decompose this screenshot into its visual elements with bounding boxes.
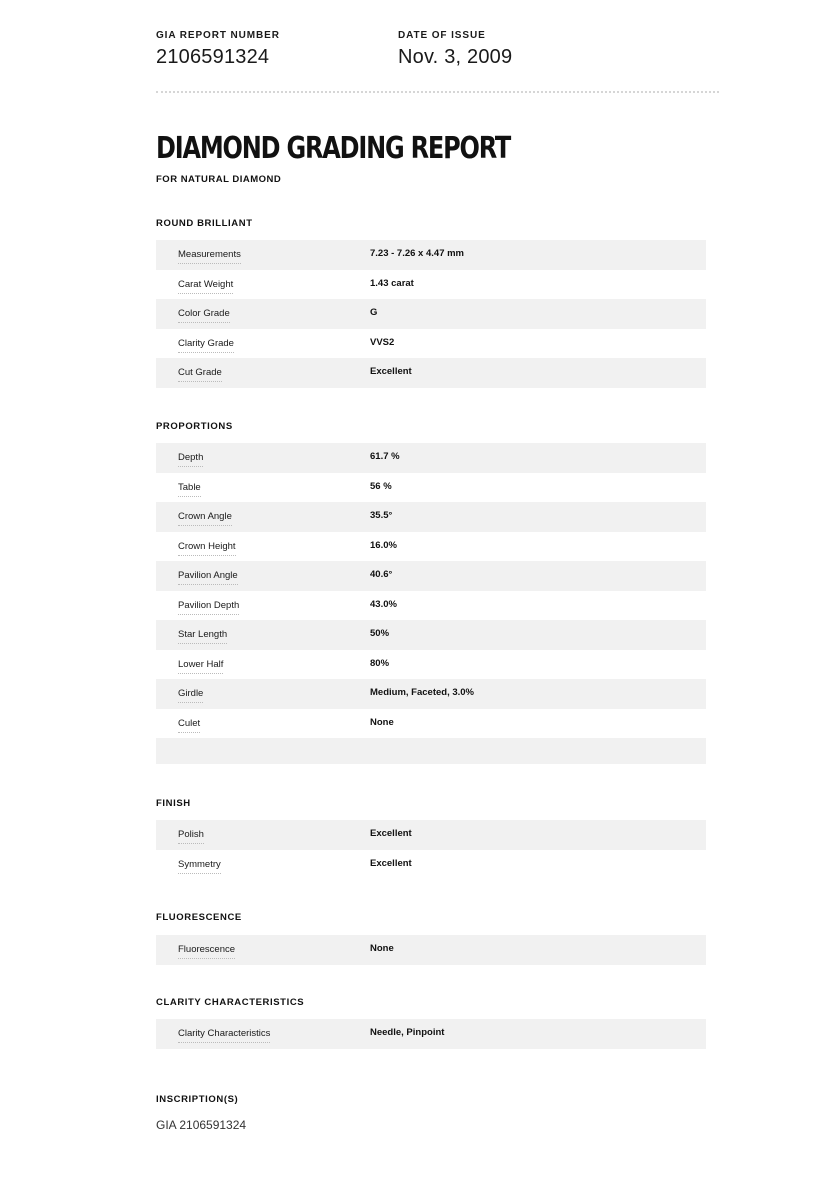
table-row (156, 850, 706, 880)
table-row (156, 709, 706, 739)
table-row (156, 591, 706, 621)
row-value: VVS2 (370, 336, 395, 348)
date-of-issue-value: Nov. 3, 2009 (398, 46, 513, 68)
section-title-round-brilliant: ROUND BRILLIANT (156, 218, 253, 229)
report-number-label: GIA REPORT NUMBER (156, 30, 280, 41)
grading-results-table (156, 240, 706, 388)
row-value: Excellent (370, 857, 412, 869)
row-value: None (370, 716, 394, 728)
row-label: Lower Half (178, 659, 223, 674)
table-row (156, 679, 706, 709)
row-label: Crown Angle (178, 511, 232, 526)
row-label: Clarity Grade (178, 338, 234, 353)
row-label: Depth (178, 452, 203, 467)
row-label: Star Length (178, 629, 227, 644)
row-value: 56 % (370, 480, 392, 492)
table-row (156, 561, 706, 591)
row-value: Excellent (370, 366, 412, 377)
row-label: Cut Grade (178, 367, 222, 382)
row-label: Symmetry (178, 859, 221, 874)
finish-table (156, 820, 706, 879)
fluorescence-table (156, 935, 706, 965)
clarity-characteristics-table (156, 1019, 706, 1049)
row-value: 80% (370, 657, 390, 669)
table-row (156, 650, 706, 680)
row-label: Measurements (178, 249, 241, 264)
row-label: Clarity Characteristics (178, 1028, 270, 1043)
row-label: Fluorescence (178, 944, 235, 959)
section-title-inscriptions: INSCRIPTION(S) (156, 1094, 239, 1105)
row-value: None (370, 943, 394, 954)
row-value: 16.0% (370, 539, 397, 551)
proportions-table (156, 443, 706, 764)
table-row (156, 1019, 706, 1049)
table-row (156, 270, 706, 300)
table-row (156, 358, 706, 388)
row-value: 43.0% (370, 598, 397, 610)
row-value: Excellent (370, 828, 412, 839)
report-subtitle: FOR NATURAL DIAMOND (156, 174, 282, 185)
table-row (156, 299, 706, 329)
table-row (156, 329, 706, 359)
section-title-clarity-characteristics: CLARITY CHARACTERISTICS (156, 997, 305, 1008)
header-divider (156, 91, 719, 93)
row-value: 7.23 - 7.26 x 4.47 mm (370, 248, 465, 259)
section-title-fluorescence: FLUORESCENCE (156, 912, 242, 923)
empty-row (156, 738, 706, 764)
table-row (156, 620, 706, 650)
row-label: Crown Height (178, 541, 236, 556)
row-value: 61.7 % (370, 451, 400, 462)
table-row (156, 443, 706, 473)
inscription-value: GIA 2106591324 (156, 1118, 247, 1132)
row-value: Medium, Faceted, 3.0% (370, 687, 475, 698)
row-label: Polish (178, 829, 204, 844)
section-title-finish: FINISH (156, 798, 191, 809)
section-title-proportions: PROPORTIONS (156, 421, 233, 432)
table-row (156, 820, 706, 850)
report-number-value: 2106591324 (156, 46, 270, 68)
row-value: G (370, 307, 378, 318)
row-label: Culet (178, 718, 200, 733)
table-row (156, 240, 706, 270)
row-label: Color Grade (178, 308, 230, 323)
row-value: Needle, Pinpoint (370, 1027, 445, 1038)
table-row (156, 502, 706, 532)
row-label: Girdle (178, 688, 203, 703)
row-label: Carat Weight (178, 279, 233, 294)
row-value: 1.43 carat (370, 277, 414, 289)
report-title: DIAMOND GRADING REPORT (156, 131, 511, 166)
date-of-issue-label: DATE OF ISSUE (398, 30, 486, 41)
row-value: 40.6° (370, 569, 393, 580)
row-value: 50% (370, 628, 390, 639)
table-row (156, 473, 706, 503)
table-row (156, 532, 706, 562)
row-value: 35.5° (370, 510, 393, 521)
row-label: Pavilion Angle (178, 570, 238, 585)
row-label: Pavilion Depth (178, 600, 239, 615)
row-label: Table (178, 482, 201, 497)
table-row (156, 935, 706, 965)
